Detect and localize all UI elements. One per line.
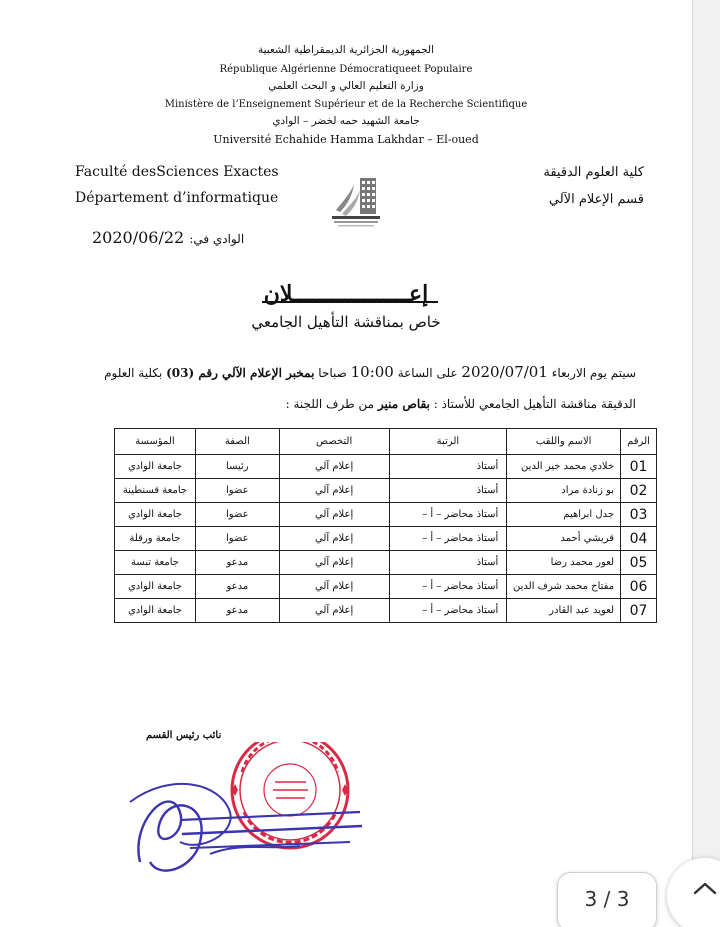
header-university-fr: Université Echahide Hamma Lakhdar – El-oued [213, 133, 479, 146]
cell-number: 07 [621, 599, 657, 623]
cell-number: 06 [621, 575, 657, 599]
cell-specialty: إعلام آلي [279, 599, 389, 623]
cell-rank: أستاذ محاضر – أ – [389, 599, 507, 623]
date-label: الوادي في: [189, 232, 245, 246]
cell-institution: جامعة الوادي [115, 575, 196, 599]
cell-rank: أستاذ محاضر – أ – [389, 503, 507, 527]
cell-number: 02 [621, 479, 657, 503]
cell-institution: جامعة قسنطينة [115, 479, 196, 503]
column-header: الرتبة [389, 429, 507, 455]
text-segment: من طرف اللجنة : [285, 397, 375, 411]
handwritten-signature-icon [130, 784, 300, 871]
university-logo-icon [330, 170, 382, 228]
cell-role: عضوا [195, 503, 279, 527]
faculty-arabic [543, 164, 644, 218]
cell-role: رئيسا [195, 455, 279, 479]
announcement-title: إعــــــــــــــــــلان [263, 281, 429, 307]
text-segment: صباحا [318, 366, 347, 380]
table-row [115, 503, 657, 527]
text-segment: سيتم يوم الاربعاء [551, 366, 636, 380]
header-ministry-fr: Ministère de l’Enseignement Supérieur et de la Recherche Scientifique [164, 99, 528, 110]
page-indicator: 3 / 3 [557, 872, 657, 927]
defense-room: بمخبر الإعلام الآلي رقم (03) [166, 366, 315, 380]
text-segment: الدقيقة مناقشة التأهيل الجامعي للأستاذ : [433, 397, 636, 411]
faculty-ar-line: كلية العلوم الدقيقة [543, 165, 644, 180]
cell-role: مدعو [195, 599, 279, 623]
header-republic-ar: الجمهورية الجزائرية الديمقراطية الشعبية [257, 44, 435, 56]
cell-institution: جامعة الوادي [115, 503, 196, 527]
cell-name: مفتاح محمد شرف الدين [507, 575, 621, 599]
jury-table [114, 428, 657, 623]
table-row [115, 455, 657, 479]
department-ar-line: قسم الإعلام الآلي [548, 192, 644, 207]
defense-date: 2020/07/01 [461, 363, 548, 381]
faculty-french [75, 163, 279, 215]
table-header-row [115, 429, 657, 455]
cell-name: جدل ابراهيم [507, 503, 621, 527]
document-date [92, 228, 252, 247]
cell-number: 05 [621, 551, 657, 575]
table-row [115, 599, 657, 623]
faculty-fr-line: Faculté desSciences Exactes [75, 164, 279, 180]
column-header: المؤسسة [115, 429, 196, 455]
announcement-subtitle: خاص بمناقشة التأهيل الجامعي [251, 313, 441, 331]
signatory-title: نائب رئيس القسم [146, 730, 222, 741]
viewer-right-gutter [692, 0, 720, 927]
column-header: الصفة [195, 429, 279, 455]
cell-name: لعويد عبد القادر [507, 599, 621, 623]
table-row [115, 551, 657, 575]
column-header: الرقم [621, 429, 657, 455]
cell-specialty: إعلام آلي [279, 503, 389, 527]
candidate-name: بقاص منير [377, 397, 430, 411]
cell-rank: أستاذ محاضر – أ – [389, 527, 507, 551]
cell-rank: أستاذ محاضر – أ – [389, 575, 507, 599]
cell-role: مدعو [195, 575, 279, 599]
header-ministry-ar: وزارة التعليم العالي و البحث العلمي [268, 80, 424, 92]
cell-name: لعور محمد رضا [507, 551, 621, 575]
column-header: الاسم واللقب [507, 429, 621, 455]
cell-name: قريشي أحمد [507, 527, 621, 551]
defense-time: 10:00 [350, 363, 394, 381]
text-segment: على الساعة [397, 366, 458, 380]
column-header: التخصص [279, 429, 389, 455]
date-value: 2020/06/22 [92, 228, 185, 247]
table-row [115, 479, 657, 503]
cell-role: مدعو [195, 551, 279, 575]
cell-number: 01 [621, 455, 657, 479]
cell-institution: جامعة ورقلة [115, 527, 196, 551]
announcement-paragraph-line2 [76, 396, 636, 412]
cell-specialty: إعلام آلي [279, 551, 389, 575]
announcement-paragraph-line1 [76, 364, 636, 381]
department-fr-line: Département d’informatique [75, 190, 279, 206]
cell-rank: أستاذ [389, 551, 507, 575]
cell-specialty: إعلام آلي [279, 455, 389, 479]
cell-specialty: إعلام آلي [279, 575, 389, 599]
chevron-up-icon [692, 880, 718, 896]
cell-specialty: إعلام آلي [279, 479, 389, 503]
official-stamp-and-signature [110, 742, 370, 892]
cell-specialty: إعلام آلي [279, 527, 389, 551]
table-row [115, 527, 657, 551]
table-row [115, 575, 657, 599]
cell-name: خلادي محمد خير الدين [507, 455, 621, 479]
cell-number: 04 [621, 527, 657, 551]
cell-number: 03 [621, 503, 657, 527]
cell-role: عضوا [195, 479, 279, 503]
text-segment: بكلية العلوم [104, 366, 163, 380]
cell-rank: أستاذ [389, 455, 507, 479]
cell-name: بو زنادة مراد [507, 479, 621, 503]
cell-institution: جامعة الوادي [115, 455, 196, 479]
header-republic-fr: République Algérienne Démocratiqueet Populaire [219, 64, 473, 75]
cell-role: عضوا [195, 527, 279, 551]
cell-institution: جامعة الوادي [115, 599, 196, 623]
title-underline [262, 301, 438, 303]
cell-rank: أستاذ [389, 479, 507, 503]
header-university-ar: جامعة الشهيد حمه لخضر – الوادي [272, 115, 420, 127]
cell-institution: جامعة تبسة [115, 551, 196, 575]
